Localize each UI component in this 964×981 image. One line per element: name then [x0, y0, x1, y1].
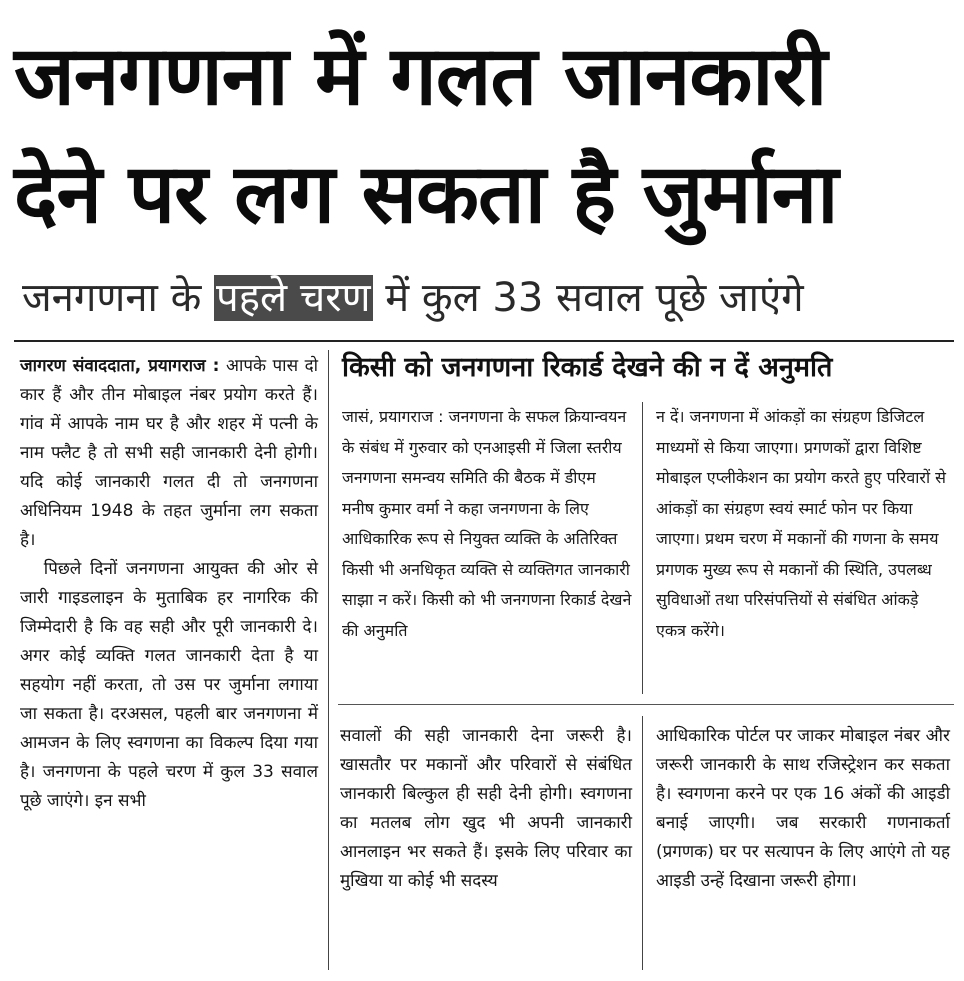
left-column-para-1-text: आपके पास दो कार हैं और तीन मोबाइल नंबर प्रयोग करते हैं। गांव में आपके नाम घर है और शहर में पत्नी के नाम फ्लैट है तो सभी सही जानकारी देनी होगी। यदि कोई जानकारी गलत दी तो जनगणना अधिनियम 1948 के तहत जुर्माना लग सकता है।	[20, 356, 318, 550]
boxed-story-col-1	[342, 402, 632, 646]
boxed-story-col-2	[656, 402, 950, 646]
column-divider-right	[642, 716, 643, 970]
subheadline-highlight: पहले चरण	[216, 275, 371, 321]
boxed-story-bottom-rule	[338, 704, 954, 705]
boxed-story-column-divider	[642, 402, 643, 694]
subheadline	[22, 270, 942, 326]
continuation-col-2	[340, 722, 632, 896]
byline: जागरण संवाददाता, प्रयागराज :	[20, 356, 220, 376]
subheadline-start: जनगणना के	[22, 275, 215, 321]
boxed-story-headline: किसी को जनगणना रिकार्ड देखने की न दें अनुमति	[342, 352, 833, 383]
headline-line-2: देने पर लग सकता है जुर्माना	[14, 147, 838, 242]
headline-line-1: जनगणना में गलत जानकारी	[14, 29, 827, 124]
column-divider-left	[328, 350, 329, 970]
left-column-para-2: पिछले दिनों जनगणना आयुक्त की ओर से जारी गाइडलाइन के मुताबिक हर नागरिक की जिम्मेदारी है कि वह सही और पूरी जानकारी दे। अगर कोई व्यक्ति गलत जानकारी देता है या सहयोग नहीं करता, तो उस पर जुर्माना लगाया जा सकता है। दरअसल, पहली बार जनगणना में आमजन के लिए स्वगणना का विकल्प दिया गया है। जनगणना के पहले चरण में कुल 33 सवाल पूछे जाएंगे। इन सभी	[20, 559, 318, 811]
section-divider	[14, 340, 954, 342]
left-column-para-1	[20, 352, 318, 555]
boxed-story-col-1-text: जासं, प्रयागराज : जनगणना के सफल क्रियान्वयन के संबंध में गुरुवार को एनआइसी में जिला स्तरीय जनगणना समन्वय समिति की बैठक में डीएम मनीष कुमार वर्मा ने कहा जनगणना के लिए आधिकारिक रूप से नियुक्त व्यक्ति के अतिरिक्त किसी भी अनधिकृत व्यक्ति से व्यक्तिगत जानकारी साझा न करें। किसी को भी जनगणना रिकार्ड देखने की अनुमति	[342, 407, 632, 640]
continuation-col-2-text: सवालों की सही जानकारी देना जरूरी है। खासतौर पर मकानों और परिवारों से संबंधित जानकारी बिल्कुल ही सही देनी होगी। स्वगणना का मतलब लोग खुद भी अपनी जानकारी आनलाइन भर सकते हैं। इसके लिए परिवार का मुखिया या कोई भी सदस्य	[340, 726, 632, 891]
continuation-col-3	[656, 722, 950, 896]
left-column-story	[20, 352, 318, 816]
boxed-story-col-2-text: न दें। जनगणना में आंकड़ों का संग्रहण डिजिटल माध्यमों से किया जाएगा। प्रगणकों द्वारा विशिष्ट मोबाइल एप्लीकेशन का प्रयोग करते हुए परिवारों से आंकड़ों का संग्रहण स्वयं स्मार्ट फोन पर किया जाएगा। प्रथम चरण में मकानों की गणना के समय प्रगणक मुख्य रूप से मकानों की स्थिति, उपलब्ध सुविधाओं तथा परिसंपत्तियों से संबंधित आंकड़े एकत्र करेंगे।	[656, 407, 946, 640]
subheadline-end: में कुल 33 सवाल पूछे जाएंगे	[372, 275, 804, 321]
continuation-col-3-text: आधिकारिक पोर्टल पर जाकर मोबाइल नंबर और जरूरी जानकारी के साथ रजिस्ट्रेशन कर सकता है। स्वगणना करने पर एक 16 अंकों की आइडी बनाई जाएगी। जब सरकारी गणनाकर्ता (प्रगणक) घर पर सत्यापन के लिए आएंगे तो यह आइडी उन्हें दिखाना जरूरी होगा।	[656, 726, 950, 891]
